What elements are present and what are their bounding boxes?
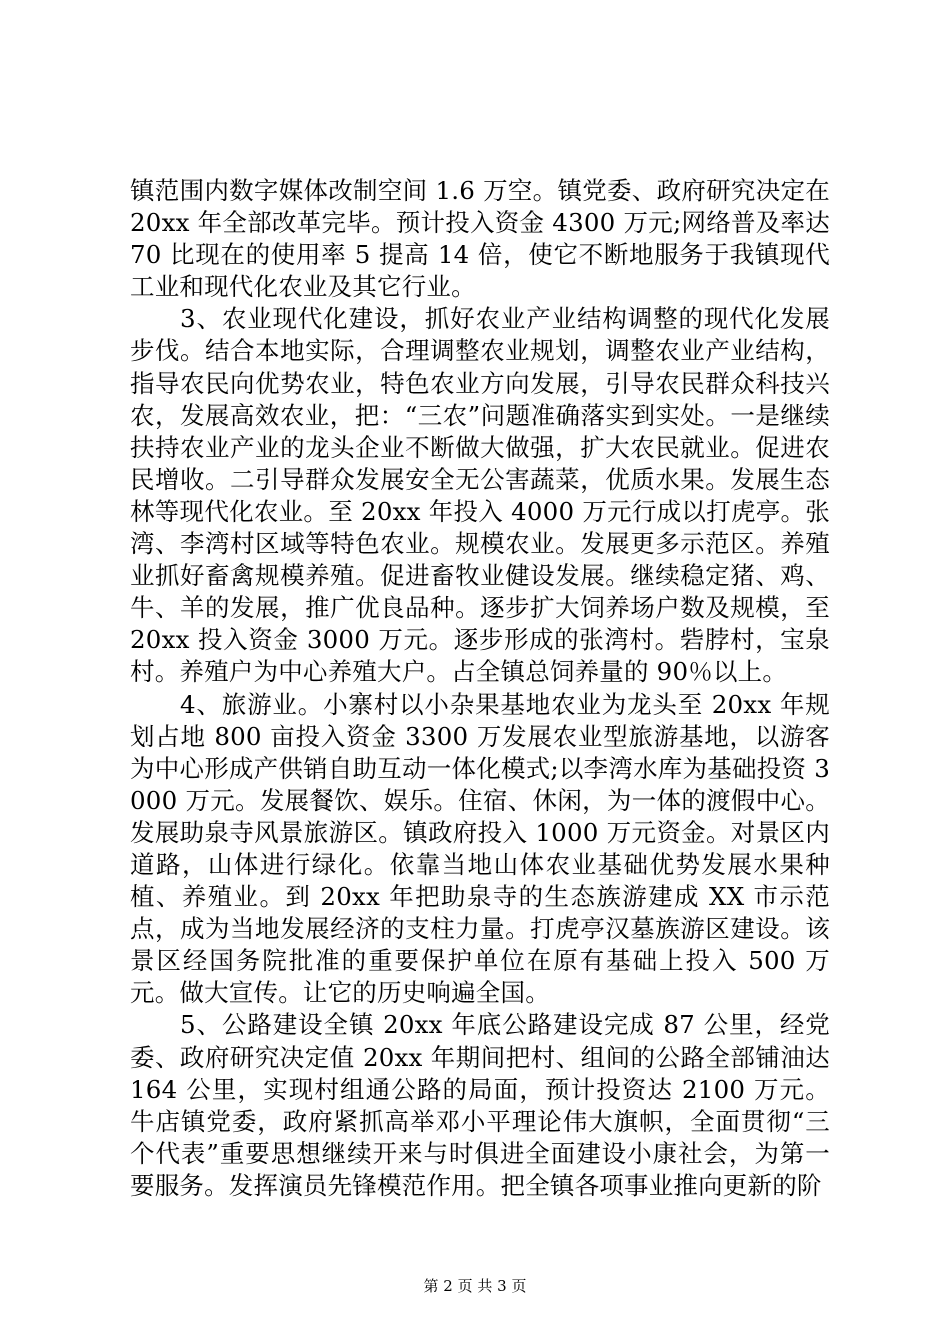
document-body	[130, 175, 830, 1202]
page-number-footer: 第 2 页 共 3 页	[423, 1277, 527, 1295]
paragraph-1: 镇范围内数字媒体改制空间 1.6 万空。镇党委、政府研究决定在 20xx 年全部改革完毕。预计投入资金 4300 万元;网络普及率达 70 比现在的使用率 5 提高 14 倍，使它不断地服务于我镇现代工业和现代化农业及其它行业。	[130, 176, 830, 302]
paragraph-3: 4、旅游业。小寨村以小杂果基地农业为龙头至 20xx 年规划占地 800 亩投入资金 3300 万发展农业型旅游基地，以游客为中心形成产供销自助互动一体化模式;以李湾水库为基础投资 3000 万元。发展餐饮、娱乐。住宿、休闲，为一体的渡假中心。发展助泉寺风景旅游区。镇政府投入 1000 万元资金。对景区内道路，山体进行绿化。依靠当地山体农业基础优势发展水果种植、养殖业。到 20xx 年把助泉寺的生态族游建成 XX 市示范点，成为当地发展经济的支柱力量。打虎亭汉墓族游区建设。该景区经国务院批准的重要保护单位在原有基础上投入 500 万元。做大宣传。让它的历史响遍全国。	[130, 689, 830, 1008]
paragraph-4: 5、公路建设全镇 20xx 年底公路建设完成 87 公里，经党委、政府研究决定值 20xx 年期间把村、组间的公路全部铺油达 164 公里，实现村组通公路的局面，预计投资达 2100 万元。牛店镇党委，政府紧抓高举邓小平理论伟大旗帜，全面贯彻“三个代表”重要思想继续开来与时俱进全面建设小康社会，为第一要服务。发挥演员先锋模范作用。把全镇各项事业推向更新的阶	[130, 1010, 830, 1200]
paragraph-2: 3、农业现代化建设，抓好农业产业结构调整的现代化发展步伐。结合本地实际，合理调整农业规划，调整农业产业结构，指导农民向优势农业，特色农业方向发展，引导农民群众科技兴农，发展高效农业，把：“三农”问题准确落实到实处。一是继续扶持农业产业的龙头企业不断做大做强，扩大农民就业。促进农民增收。二引导群众发展安全无公害蔬菜，优质水果。发展生态林等现代化农业。至 20xx 年投入 4000 万元行成以打虎亭。张湾、李湾村区域等特色农业。规模农业。发展更多示范区。养殖业抓好畜禽规模养殖。促进畜牧业健设发展。继续稳定猪、鸡、牛、羊的发展，推广优良品种。逐步扩大饲养场户数及规模，至 20xx 投入资金 3000 万元。逐步形成的张湾村。砦脖村，宝泉村。养殖户为中心养殖大户。占全镇总饲养量的 90％以上。	[130, 304, 830, 687]
